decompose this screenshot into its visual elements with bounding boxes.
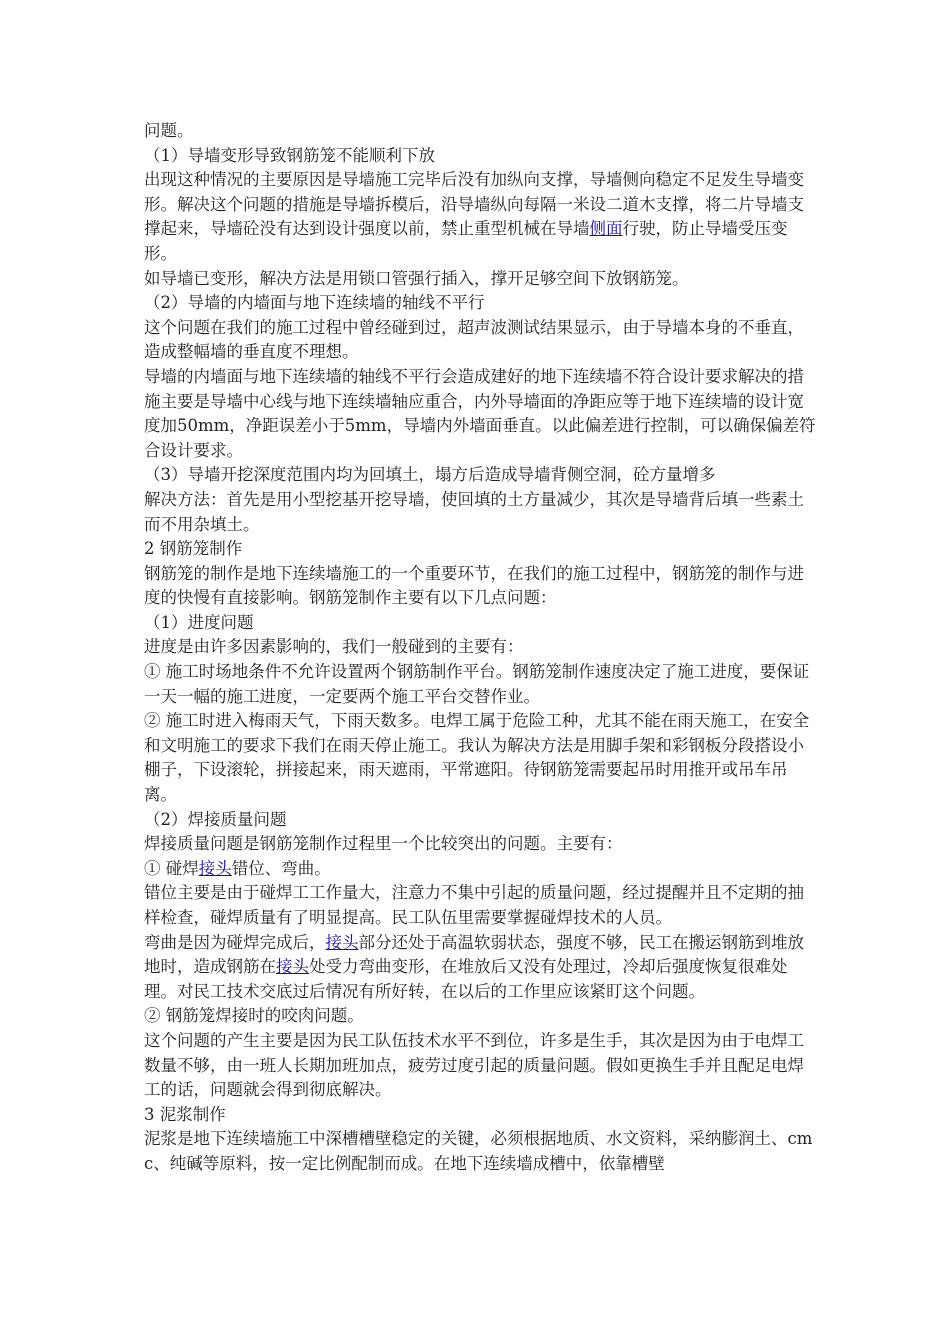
text-run: 错位、弯曲。 <box>231 858 331 878</box>
paragraph-p23 <box>144 1103 816 1128</box>
text-run: 2 钢筋笼制作 <box>144 539 243 559</box>
paragraph-p5 <box>144 291 816 316</box>
text-run: ② 钢筋笼焊接时的咬肉问题。 <box>144 1006 364 1026</box>
document-body <box>144 119 816 1177</box>
text-run: 如导墙已变形，解决方法是用锁口管强行插入，撑开足够空间下放钢筋笼。 <box>144 268 689 288</box>
text-run: 3 泥浆制作 <box>144 1104 226 1124</box>
paragraph-p15 <box>144 709 816 807</box>
text-run: （1）进度问题 <box>144 612 254 632</box>
paragraph-p8 <box>144 463 816 488</box>
paragraph-p10 <box>144 537 816 562</box>
text-run: 部分还处于高温软弱状态，强度不够，民工在搬运钢筋到堆放地时，造成钢筋在 <box>144 932 804 977</box>
text-run: 焊接质量问题是钢筋笼制作过程里一个比较突出的问题。主要有： <box>144 834 623 854</box>
text-run: 出现这种情况的主要原因是导墙施工完毕后没有加纵向支撑，导墙侧向稳定不足发生导墙变形。解决这个问题的措施是导墙拆模后，沿导墙纵向每隔一米设二道木支撑，将二片导墙支撑起来，导墙砼没有达到设计强度以前，禁止重型机械在导墙 <box>144 170 804 239</box>
text-run: 行驶，防止导墙受压变形。 <box>144 219 788 263</box>
paragraph-p16 <box>144 808 816 833</box>
paragraph-p1 <box>144 119 816 144</box>
paragraph-p12 <box>144 611 816 636</box>
inline-link[interactable]: 接头 <box>325 932 359 952</box>
text-run: 这个问题在我们的施工过程中曾经碰到过，超声波测试结果显示，由于导墙本身的不垂直，造成整幅墙的垂直度不理想。 <box>144 317 804 362</box>
paragraph-p3 <box>144 168 816 266</box>
text-run: 处受力弯曲变形，在堆放后又没有处理过，冷却后强度恢复很难处理。对民工技术交底过后情况有所好转，在以后的工作里应该紧盯这个问题。 <box>144 957 788 1001</box>
text-run: （2）导墙的内墙面与地下连续墙的轴线不平行 <box>144 293 485 313</box>
text-run: 进度是由许多因素影响的，我们一般碰到的主要有： <box>144 637 524 657</box>
text-run: 解决方法：首先是用小型挖基开挖导墙，使回填的土方量减少，其次是导墙背后填一些素土而不用杂填土。 <box>144 489 804 534</box>
paragraph-p7 <box>144 365 816 463</box>
inline-link[interactable]: 侧面 <box>589 219 623 239</box>
text-run: 导墙的内墙面与地下连续墙的轴线不平行会造成建好的地下连续墙不符合设计要求解决的措施主要是导墙中心线与地下连续墙轴应重合，内外导墙面的净距应等于地下连续墙的设计宽度加50mm，净距误差小于5mm，导墙内外墙面垂直。以此偏差进行控制，可以确保偏差符合设计要求。 <box>144 366 816 460</box>
paragraph-p18 <box>144 857 816 882</box>
text-run: 弯曲是因为碰焊完成后， <box>144 932 326 952</box>
paragraph-p17 <box>144 832 816 857</box>
text-run: （1）导墙变形导致钢筋笼不能顺利下放 <box>144 145 435 165</box>
paragraph-p20 <box>144 931 816 1005</box>
paragraph-p11 <box>144 562 816 611</box>
text-run: 错位主要是由于碰焊工工作量大，注意力不集中引起的质量问题，经过提醒并且不定期的抽样检查，碰焊质量有了明显提高。民工队伍里需要掌握碰焊技术的人员。 <box>144 883 804 927</box>
text-run: （2）焊接质量问题 <box>144 809 287 829</box>
text-run: 钢筋笼的制作是地下连续墙施工的一个重要环节，在我们的施工过程中，钢筋笼的制作与进度的快慢有直接影响。钢筋笼制作主要有以下几点问题： <box>144 563 804 608</box>
inline-link[interactable]: 接头 <box>198 858 232 878</box>
paragraph-p4 <box>144 267 816 292</box>
paragraph-p14 <box>144 660 816 709</box>
paragraph-p22 <box>144 1029 816 1103</box>
text-run: 泥浆是地下连续墙施工中深槽槽壁稳定的关键，必须根据地质、水文资料，采纳膨润土、cmc、纯碱等原料，按一定比例配制而成。在地下连续墙成槽中，依靠槽壁 <box>144 1129 813 1173</box>
paragraph-p21 <box>144 1004 816 1029</box>
paragraph-p2 <box>144 144 816 169</box>
text-run: 这个问题的产生主要是因为民工队伍技术水平不到位，许多是生手，其次是因为由于电焊工数量不够，由一班人长期加班加点，疲劳过度引起的质量问题。假如更换生手并且配足电焊工的话，问题就会得到彻底解决。 <box>144 1030 804 1100</box>
text-run: ② 施工时进入梅雨天气，下雨天数多。电焊工属于危险工种，尤其不能在雨天施工，在安全和文明施工的要求下我们在雨天停止施工。我认为解决方法是用脚手架和彩钢板分段搭设小棚子，下设滚轮，拼接起来，雨天遮雨，平常遮阳。待钢筋笼需要起吊时用推开或吊车吊离。 <box>144 711 810 805</box>
paragraph-p19 <box>144 881 816 930</box>
text-run: ① 施工时场地条件不允许设置两个钢筋制作平台。钢筋笼制作速度决定了施工进度，要保证一天一幅的施工进度，一定要两个施工平台交替作业。 <box>144 662 810 706</box>
paragraph-p6 <box>144 316 816 365</box>
paragraph-p13 <box>144 635 816 660</box>
inline-link[interactable]: 接头 <box>276 957 309 977</box>
text-run: （3）导墙开挖深度范围内均为回填土，塌方后造成导墙背侧空洞，砼方量增多 <box>144 465 716 485</box>
paragraph-p9 <box>144 488 816 537</box>
text-run: ① 碰焊 <box>144 858 199 878</box>
paragraph-p24 <box>144 1127 816 1176</box>
text-run: 问题。 <box>144 121 194 140</box>
